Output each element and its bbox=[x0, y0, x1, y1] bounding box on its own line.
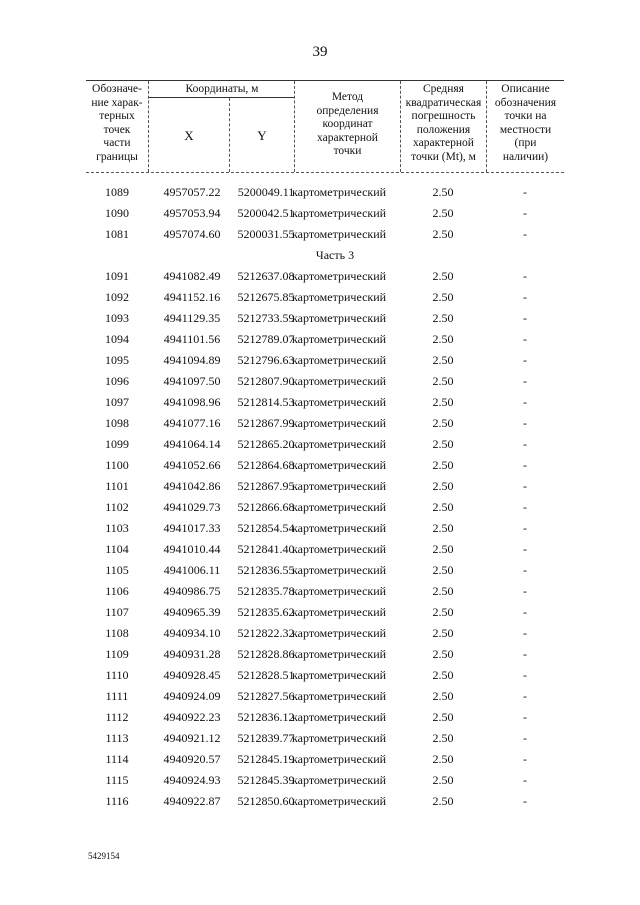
cell-error: 2.50 bbox=[432, 710, 454, 724]
cell-description: - bbox=[523, 500, 527, 514]
cell-description: - bbox=[523, 773, 527, 787]
cell-error: 2.50 bbox=[432, 500, 454, 514]
table-row bbox=[86, 434, 564, 455]
cell-error: 2.50 bbox=[432, 668, 454, 682]
cell-point-number: 1108 bbox=[105, 626, 129, 640]
cell-description: - bbox=[523, 752, 527, 766]
table-row bbox=[86, 476, 564, 497]
table-row bbox=[86, 518, 564, 539]
table-row bbox=[86, 686, 564, 707]
rows-group-a bbox=[86, 182, 564, 245]
cell-method: картометрический bbox=[292, 416, 387, 430]
table-row bbox=[86, 623, 564, 644]
cell-point-number: 1092 bbox=[105, 290, 129, 304]
cell-point-number: 1113 bbox=[105, 731, 129, 745]
cell-error: 2.50 bbox=[432, 794, 454, 808]
cell-x: 4941006.11 bbox=[163, 563, 221, 577]
cell-x: 4957057.22 bbox=[163, 185, 221, 199]
cell-description: - bbox=[523, 626, 527, 640]
cell-method: картометрический bbox=[292, 668, 387, 682]
cell-x: 4941094.89 bbox=[163, 353, 221, 367]
cell-method: картометрический bbox=[292, 479, 387, 493]
cell-error: 2.50 bbox=[432, 584, 454, 598]
cell-error: 2.50 bbox=[432, 437, 454, 451]
cell-x: 4941029.73 bbox=[163, 500, 221, 514]
rows-group-b bbox=[86, 266, 564, 812]
table-row bbox=[86, 770, 564, 791]
cell-error: 2.50 bbox=[432, 269, 454, 283]
table-row bbox=[86, 203, 564, 224]
table-row bbox=[86, 560, 564, 581]
cell-method: картометрический bbox=[292, 395, 387, 409]
cell-x: 4941098.96 bbox=[163, 395, 221, 409]
cell-error: 2.50 bbox=[432, 206, 454, 220]
table-row bbox=[86, 350, 564, 371]
cell-method: картометрический bbox=[292, 542, 387, 556]
cell-description: - bbox=[523, 416, 527, 430]
cell-error: 2.50 bbox=[432, 731, 454, 745]
cell-y: 5212835.78 bbox=[237, 584, 295, 598]
cell-description: - bbox=[523, 206, 527, 220]
cell-point-number: 1116 bbox=[105, 794, 129, 808]
cell-y: 5212866.68 bbox=[237, 500, 295, 514]
header-coordinates-group bbox=[148, 81, 294, 172]
table-row bbox=[86, 539, 564, 560]
table-row bbox=[86, 728, 564, 749]
cell-method: картометрический bbox=[292, 332, 387, 346]
cell-error: 2.50 bbox=[432, 353, 454, 367]
cell-point-number: 1093 bbox=[105, 311, 129, 325]
cell-error: 2.50 bbox=[432, 332, 454, 346]
cell-y: 5212854.54 bbox=[237, 521, 295, 535]
table-row bbox=[86, 707, 564, 728]
cell-y: 5212822.32 bbox=[237, 626, 295, 640]
cell-y: 5200042.51 bbox=[237, 206, 295, 220]
cell-description: - bbox=[523, 353, 527, 367]
cell-description: - bbox=[523, 731, 527, 745]
cell-x: 4941077.16 bbox=[163, 416, 221, 430]
cell-point-number: 1106 bbox=[105, 584, 129, 598]
cell-method: картометрический bbox=[292, 584, 387, 598]
table-row bbox=[86, 182, 564, 203]
cell-method: картометрический bbox=[292, 752, 387, 766]
cell-y: 5212867.99 bbox=[237, 416, 295, 430]
table-row bbox=[86, 602, 564, 623]
cell-y: 5212850.60 bbox=[237, 794, 295, 808]
cell-method: картометрический bbox=[292, 710, 387, 724]
table-header bbox=[86, 80, 564, 173]
header-coordinates: Координаты, м bbox=[149, 83, 295, 98]
cell-method: картометрический bbox=[292, 269, 387, 283]
cell-description: - bbox=[523, 458, 527, 472]
cell-method: картометрический bbox=[292, 563, 387, 577]
cell-x: 4941064.14 bbox=[163, 437, 221, 451]
cell-x: 4941101.56 bbox=[163, 332, 221, 346]
cell-y: 5212807.90 bbox=[237, 374, 295, 388]
cell-y: 5212789.07 bbox=[237, 332, 295, 346]
cell-x: 4940924.93 bbox=[163, 773, 221, 787]
cell-method: картометрический bbox=[292, 500, 387, 514]
cell-y: 5212867.95 bbox=[237, 479, 295, 493]
cell-point-number: 1112 bbox=[105, 710, 129, 724]
cell-error: 2.50 bbox=[432, 647, 454, 661]
cell-description: - bbox=[523, 710, 527, 724]
cell-method: картометрический bbox=[292, 374, 387, 388]
cell-error: 2.50 bbox=[432, 626, 454, 640]
cell-description: - bbox=[523, 668, 527, 682]
cell-y: 5212827.56 bbox=[237, 689, 295, 703]
cell-method: картометрический bbox=[292, 458, 387, 472]
cell-point-number: 1102 bbox=[105, 500, 129, 514]
table-row bbox=[86, 791, 564, 812]
cell-description: - bbox=[523, 563, 527, 577]
cell-error: 2.50 bbox=[432, 290, 454, 304]
cell-y: 5212796.63 bbox=[237, 353, 295, 367]
cell-description: - bbox=[523, 584, 527, 598]
cell-x: 4941017.33 bbox=[163, 521, 221, 535]
cell-error: 2.50 bbox=[432, 479, 454, 493]
cell-x: 4940928.45 bbox=[163, 668, 221, 682]
cell-error: 2.50 bbox=[432, 416, 454, 430]
cell-y: 5212845.19 bbox=[237, 752, 295, 766]
cell-error: 2.50 bbox=[432, 458, 454, 472]
cell-point-number: 1081 bbox=[105, 227, 129, 241]
cell-x: 4941097.50 bbox=[163, 374, 221, 388]
footer-document-id: 5429154 bbox=[88, 851, 120, 861]
table-row bbox=[86, 266, 564, 287]
cell-method: картометрический bbox=[292, 626, 387, 640]
cell-error: 2.50 bbox=[432, 374, 454, 388]
cell-description: - bbox=[523, 794, 527, 808]
cell-x: 4940921.12 bbox=[163, 731, 221, 745]
table-row bbox=[86, 644, 564, 665]
cell-method: картометрический bbox=[292, 689, 387, 703]
table-row bbox=[86, 581, 564, 602]
cell-x: 4957074.60 bbox=[163, 227, 221, 241]
cell-y: 5212675.85 bbox=[237, 290, 295, 304]
cell-point-number: 1096 bbox=[105, 374, 129, 388]
cell-point-number: 1105 bbox=[105, 563, 129, 577]
table-row bbox=[86, 308, 564, 329]
table-row bbox=[86, 413, 564, 434]
cell-description: - bbox=[523, 521, 527, 535]
cell-description: - bbox=[523, 290, 527, 304]
cell-x: 4941082.49 bbox=[163, 269, 221, 283]
cell-description: - bbox=[523, 395, 527, 409]
cell-method: картометрический bbox=[292, 773, 387, 787]
cell-point-number: 1109 bbox=[105, 647, 129, 661]
cell-y: 5212637.08 bbox=[237, 269, 295, 283]
cell-error: 2.50 bbox=[432, 563, 454, 577]
cell-point-number: 1103 bbox=[105, 521, 129, 535]
table-row bbox=[86, 329, 564, 350]
cell-x: 4940922.87 bbox=[163, 794, 221, 808]
cell-y: 5212828.86 bbox=[237, 647, 295, 661]
page-number: 39 bbox=[312, 44, 328, 60]
cell-point-number: 1099 bbox=[105, 437, 129, 451]
table-row bbox=[86, 749, 564, 770]
cell-y: 5212828.51 bbox=[237, 668, 295, 682]
cell-y: 5212865.20 bbox=[237, 437, 295, 451]
cell-error: 2.50 bbox=[432, 311, 454, 325]
table-row bbox=[86, 497, 564, 518]
cell-x: 4940922.23 bbox=[163, 710, 221, 724]
cell-description: - bbox=[523, 269, 527, 283]
cell-description: - bbox=[523, 605, 527, 619]
cell-method: картометрический bbox=[292, 794, 387, 808]
cell-x: 4940965.39 bbox=[163, 605, 221, 619]
table-row bbox=[86, 371, 564, 392]
cell-method: картометрический bbox=[292, 290, 387, 304]
cell-point-number: 1097 bbox=[105, 395, 129, 409]
cell-method: картометрический bbox=[292, 311, 387, 325]
cell-x: 4941052.66 bbox=[163, 458, 221, 472]
header-method: Метод определения координат характерной точки bbox=[294, 81, 400, 172]
cell-error: 2.50 bbox=[432, 521, 454, 535]
cell-x: 4941152.16 bbox=[163, 290, 221, 304]
table-row bbox=[86, 665, 564, 686]
cell-error: 2.50 bbox=[432, 542, 454, 556]
cell-x: 4940924.09 bbox=[163, 689, 221, 703]
cell-error: 2.50 bbox=[432, 752, 454, 766]
cell-description: - bbox=[523, 542, 527, 556]
cell-method: картометрический bbox=[292, 731, 387, 745]
cell-x: 4941010.44 bbox=[163, 542, 221, 556]
header-x: X bbox=[184, 128, 194, 143]
cell-y: 5200031.55 bbox=[237, 227, 295, 241]
header-description: Описание обозначения точки на местности (при наличии) bbox=[486, 81, 564, 172]
cell-point-number: 1094 bbox=[105, 332, 129, 346]
cell-y: 5212836.55 bbox=[237, 563, 295, 577]
cell-x: 4940934.10 bbox=[163, 626, 221, 640]
cell-point-number: 1095 bbox=[105, 353, 129, 367]
cell-point-number: 1089 bbox=[105, 185, 129, 199]
cell-error: 2.50 bbox=[432, 227, 454, 241]
cell-error: 2.50 bbox=[432, 773, 454, 787]
cell-point-number: 1114 bbox=[105, 752, 129, 766]
cell-y: 5212845.39 bbox=[237, 773, 295, 787]
cell-y: 5212835.62 bbox=[237, 605, 295, 619]
cell-description: - bbox=[523, 647, 527, 661]
cell-x: 4957053.94 bbox=[163, 206, 221, 220]
cell-x: 4940986.75 bbox=[163, 584, 221, 598]
cell-method: картометрический bbox=[292, 206, 387, 220]
cell-description: - bbox=[523, 689, 527, 703]
cell-y: 5212814.53 bbox=[237, 395, 295, 409]
cell-y: 5212864.68 bbox=[237, 458, 295, 472]
table-row bbox=[86, 455, 564, 476]
cell-description: - bbox=[523, 479, 527, 493]
table-row bbox=[86, 224, 564, 245]
cell-point-number: 1107 bbox=[105, 605, 129, 619]
cell-method: картометрический bbox=[292, 521, 387, 535]
cell-y: 5212836.12 bbox=[237, 710, 295, 724]
cell-point-number: 1100 bbox=[105, 458, 129, 472]
cell-x: 4940920.57 bbox=[163, 752, 221, 766]
header-error: Средняя квадратическая погрешность положения характерной точки (Mt), м bbox=[400, 81, 486, 172]
cell-method: картометрический bbox=[292, 353, 387, 367]
table-row bbox=[86, 392, 564, 413]
table-row bbox=[86, 287, 564, 308]
cell-description: - bbox=[523, 185, 527, 199]
cell-error: 2.50 bbox=[432, 395, 454, 409]
cell-description: - bbox=[523, 437, 527, 451]
cell-y: 5200049.11 bbox=[237, 185, 295, 199]
table-body bbox=[86, 182, 564, 812]
cell-y: 5212733.59 bbox=[237, 311, 295, 325]
cell-point-number: 1111 bbox=[105, 689, 129, 703]
header-y: Y bbox=[257, 128, 267, 143]
cell-description: - bbox=[523, 227, 527, 241]
cell-x: 4940931.28 bbox=[163, 647, 221, 661]
cell-method: картометрический bbox=[292, 227, 387, 241]
cell-x: 4941042.86 bbox=[163, 479, 221, 493]
cell-y: 5212839.77 bbox=[237, 731, 295, 745]
cell-method: картометрический bbox=[292, 605, 387, 619]
cell-error: 2.50 bbox=[432, 689, 454, 703]
cell-error: 2.50 bbox=[432, 605, 454, 619]
cell-method: картометрический bbox=[292, 185, 387, 199]
cell-point-number: 1091 bbox=[105, 269, 129, 283]
part-label: Часть 3 bbox=[315, 248, 355, 262]
cell-description: - bbox=[523, 374, 527, 388]
cell-point-number: 1090 bbox=[105, 206, 129, 220]
cell-y: 5212841.40 bbox=[237, 542, 295, 556]
cell-description: - bbox=[523, 332, 527, 346]
cell-point-number: 1104 bbox=[105, 542, 129, 556]
cell-point-number: 1115 bbox=[105, 773, 129, 787]
cell-method: картометрический bbox=[292, 437, 387, 451]
cell-point-number: 1110 bbox=[105, 668, 129, 682]
cell-x: 4941129.35 bbox=[163, 311, 221, 325]
cell-description: - bbox=[523, 311, 527, 325]
cell-method: картометрический bbox=[292, 647, 387, 661]
cell-point-number: 1101 bbox=[105, 479, 129, 493]
cell-point-number: 1098 bbox=[105, 416, 129, 430]
cell-error: 2.50 bbox=[432, 185, 454, 199]
header-point-designation: Обозначе- ние харак- терных точек части границы bbox=[91, 83, 143, 163]
